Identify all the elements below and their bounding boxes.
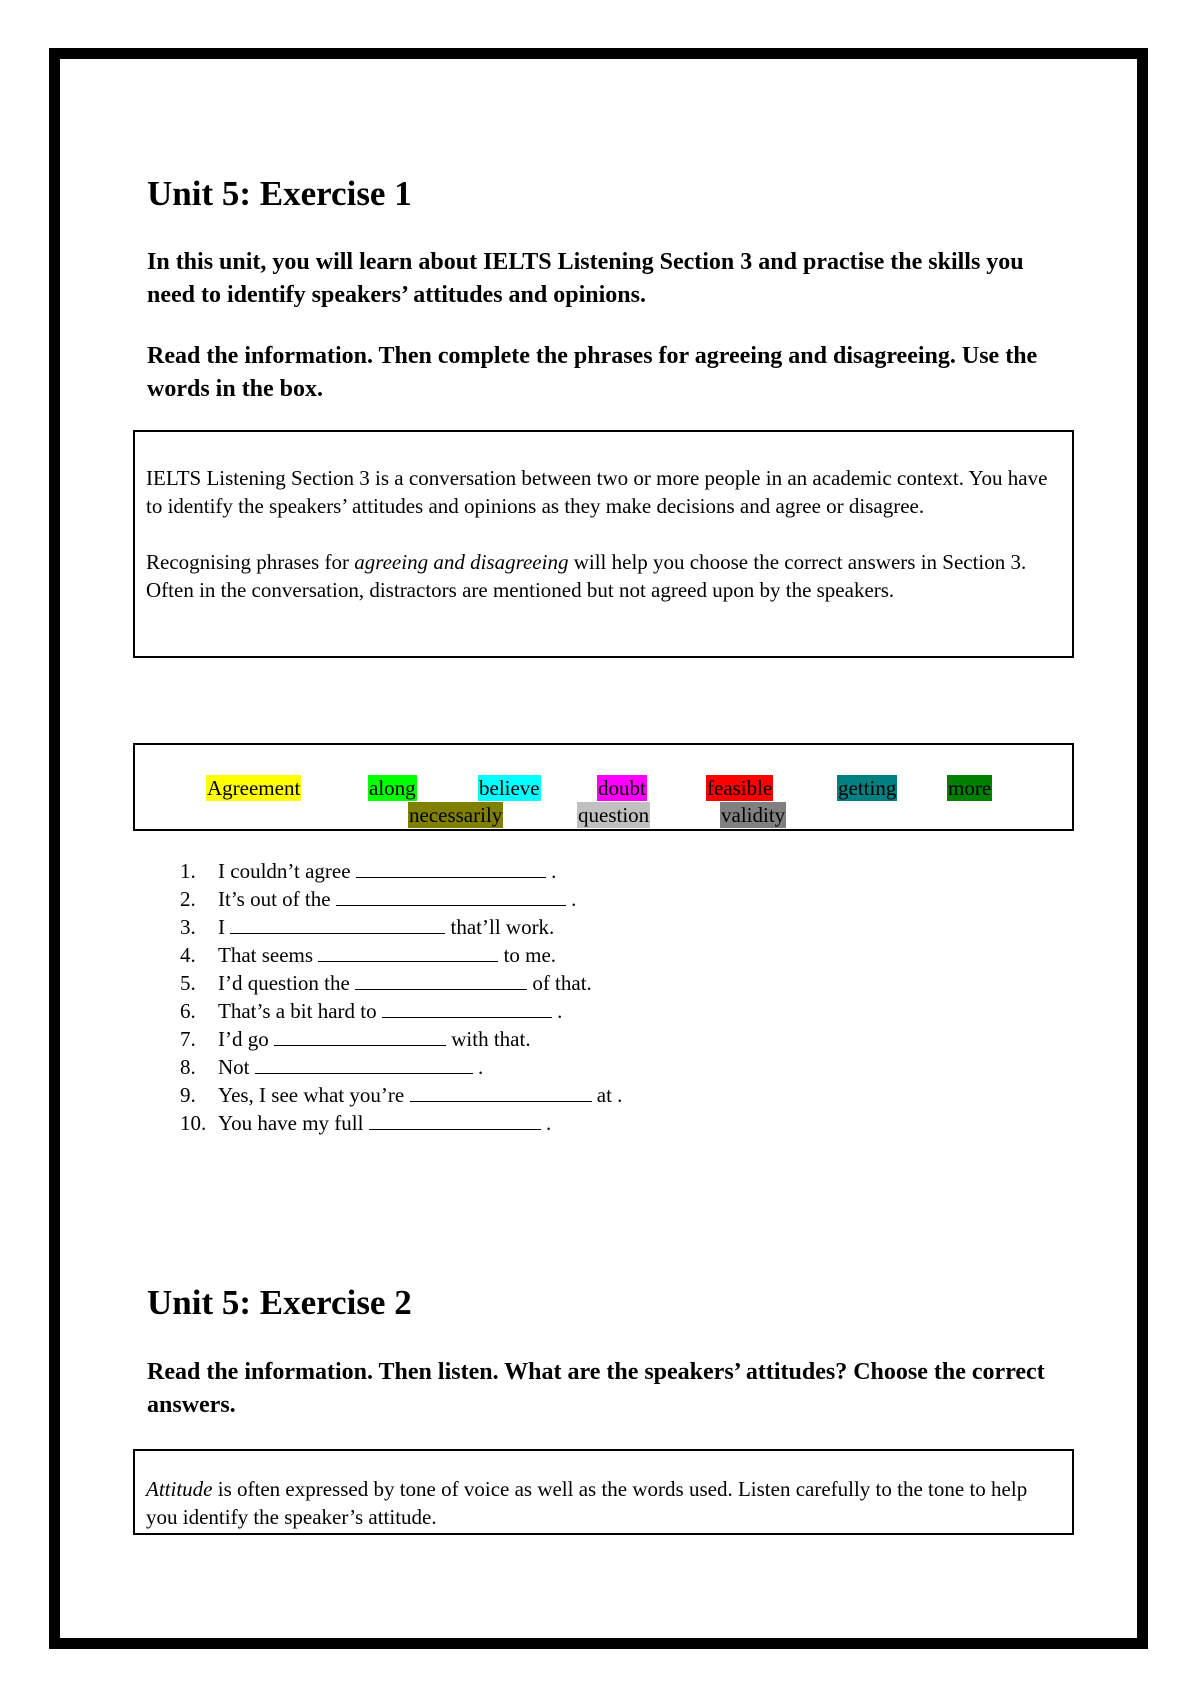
word-necessarily: necessarily (409, 803, 503, 827)
word-doubt: doubt (598, 776, 646, 800)
list-item: 1. I couldn’t agree . (180, 859, 557, 883)
answer-blank-6[interactable] (382, 999, 552, 1018)
word-agreement: Agreement (207, 776, 301, 800)
answer-blank-2[interactable] (336, 887, 566, 906)
exercise2-instruction: Read the information. Then listen. What are the speakers’ attitudes? Choose the correct answers. (147, 1359, 1045, 1418)
word-along: along (369, 776, 416, 800)
list-item: 5. I’d question the of that. (180, 971, 592, 995)
info-paragraph-2: Recognising phrases for agreeing and disagreeing will help you choose the correct answers in Section 3. Often in the conversation, distractors are mentioned but not agreed upon by the speakers. (146, 550, 1027, 602)
list-item: 6. That’s a bit hard to . (180, 999, 563, 1023)
list-item: 4. That seems to me. (180, 943, 557, 967)
list-item: 10. You have my full . (180, 1111, 552, 1135)
attitude-paragraph: Attitude is often expressed by tone of voice as well as the words used. Listen carefully to the tone to help you identify the speaker’s attitude. (146, 1477, 1028, 1529)
exercise2-info-box (133, 1449, 1074, 1535)
list-item: 9. Yes, I see what you’re at . (180, 1083, 623, 1107)
word-more: more (948, 776, 992, 800)
list-item: 3. I that’ll work. (180, 915, 555, 939)
list-item: 7. I’d go with that. (180, 1027, 531, 1051)
exercise2-title: Unit 5: Exercise 2 (147, 1283, 412, 1322)
info-paragraph-1: IELTS Listening Section 3 is a conversation between two or more people in an academic context. You have to identify the speakers’ attitudes and opinions as they make decisions and agree or disagree. (146, 466, 1048, 518)
answer-blank-10[interactable] (369, 1111, 541, 1130)
word-question: question (578, 803, 650, 827)
word-getting: getting (838, 776, 897, 800)
attitude-italic: Attitude (146, 1477, 213, 1501)
exercise1-info-box (133, 430, 1074, 658)
exercise1-title: Unit 5: Exercise 1 (147, 174, 412, 213)
exercise1-intro: In this unit, you will learn about IELTS Listening Section 3 and practise the skills you need to identify speakers’ attitudes and opinions. (147, 249, 1024, 308)
answer-blank-9[interactable] (410, 1083, 592, 1102)
info-italic-phrase: agreeing and disagreeing (354, 550, 569, 574)
answer-blank-5[interactable] (355, 971, 527, 990)
word-feasible: feasible (707, 776, 773, 800)
list-item: 8. Not . (180, 1055, 484, 1079)
answer-blank-4[interactable] (318, 943, 498, 962)
exercise1-instruction: Read the information. Then complete the phrases for agreeing and disagreeing. Use the words in the box. (147, 343, 1038, 402)
answer-blank-7[interactable] (274, 1027, 446, 1046)
answer-blank-1[interactable] (356, 859, 546, 878)
question-list (180, 857, 622, 1137)
word-believe: believe (479, 776, 540, 800)
word-validity: validity (721, 803, 786, 827)
list-item: 2. It’s out of the . (180, 887, 577, 911)
answer-blank-3[interactable] (230, 915, 445, 934)
answer-blank-8[interactable] (255, 1055, 473, 1074)
